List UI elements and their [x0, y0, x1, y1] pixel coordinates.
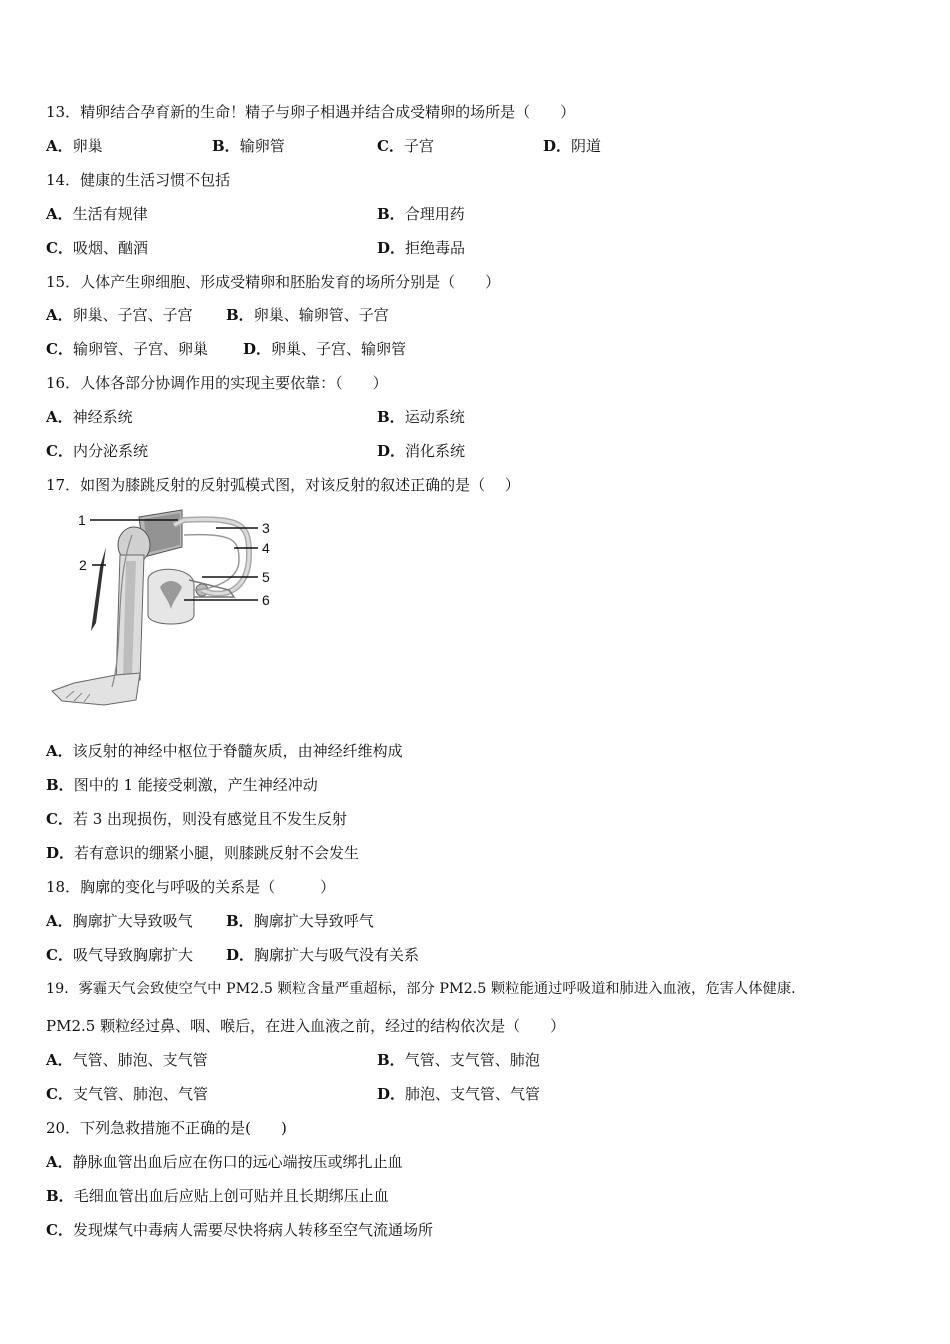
option-letter: D．: [243, 340, 272, 358]
option-text: 输卵管、子宫、卵巢: [72, 340, 208, 358]
option-text: 若有意识的绷紧小腿，则膝跳反射不会发生: [74, 844, 360, 862]
q15-option-b[interactable]: [226, 305, 389, 325]
option-letter: D．: [226, 946, 255, 964]
q20-option-c[interactable]: [46, 1220, 433, 1240]
option-letter: A．: [46, 742, 73, 760]
option-letter: A．: [46, 306, 73, 324]
q15-option-c[interactable]: [46, 339, 208, 359]
question-16-stem: 16．人体各部分协调作用的实现主要依靠：（ ）: [46, 374, 388, 392]
option-text: 吸烟、酗酒: [72, 239, 148, 257]
q14-option-b[interactable]: [377, 204, 465, 224]
figure-label-1: 1: [78, 512, 86, 528]
option-text: 内分泌系统: [72, 442, 148, 460]
option-letter: B．: [226, 306, 254, 324]
option-text: 消化系统: [405, 442, 466, 460]
question-19-stem: 19．雾霾天气会致使空气中 PM2.5 颗粒含量严重超标，部分 PM2.5 颗粒能通过呼吸道和肺进入血液，危害人体健康．: [46, 981, 806, 997]
option-text: 卵巢、输卵管、子宫: [253, 306, 389, 324]
option-text: 阴道: [571, 137, 602, 155]
option-text: 该反射的神经中枢位于脊髓灰质，由神经纤维构成: [72, 742, 403, 760]
option-letter: D．: [377, 442, 406, 460]
q13-option-c[interactable]: [377, 136, 434, 156]
option-letter: B．: [46, 776, 74, 794]
option-text: 发现煤气中毒病人需要尽快将病人转移至空气流通场所: [72, 1221, 433, 1239]
option-letter: A．: [46, 912, 73, 930]
option-text: 输卵管: [239, 137, 285, 155]
option-text: 图中的 1 能接受刺激，产生神经冲动: [73, 776, 318, 794]
option-text: 卵巢、子宫、子宫: [72, 306, 193, 324]
q17-option-d[interactable]: [46, 843, 359, 863]
knee-jerk-reflex-diagram: [44, 505, 284, 715]
option-letter: A．: [46, 137, 73, 155]
q17-option-c[interactable]: [46, 809, 347, 829]
option-text: 毛细血管出血后应贴上创可贴并且长期绑压止血: [73, 1187, 389, 1205]
q13-option-a[interactable]: [46, 136, 103, 156]
option-text: 肺泡、支气管、气管: [405, 1085, 541, 1103]
q18-option-c[interactable]: [46, 945, 193, 965]
option-letter: D．: [46, 844, 75, 862]
option-letter: C．: [46, 810, 73, 828]
option-letter: A．: [46, 205, 73, 223]
question-20-stem: 20．下列急救措施不正确的是( ): [46, 1119, 287, 1137]
option-letter: C．: [46, 340, 73, 358]
q16-option-c[interactable]: [46, 441, 148, 461]
q19-option-b[interactable]: [377, 1050, 540, 1070]
q14-option-d[interactable]: [377, 238, 465, 258]
question-15-stem: 15．人体产生卵细胞、形成受精卵和胚胎发育的场所分别是（ ）: [46, 273, 501, 291]
option-letter: B．: [226, 912, 254, 930]
option-text: 运动系统: [404, 408, 465, 426]
option-text: 拒绝毒品: [405, 239, 466, 257]
question-19-stem-continued: PM2.5 颗粒经过鼻、咽、喉后，在进入血液之前，经过的结构依次是（ ）: [46, 1017, 566, 1035]
option-letter: C．: [46, 442, 73, 460]
q18-option-a[interactable]: [46, 911, 193, 931]
option-text: 胸廓扩大与吸气没有关系: [254, 946, 420, 964]
option-text: 气管、支气管、肺泡: [404, 1051, 540, 1069]
q19-option-d[interactable]: [377, 1084, 540, 1104]
reflex-hammer: [91, 547, 106, 631]
option-letter: B．: [377, 408, 405, 426]
option-text: 合理用药: [404, 205, 465, 223]
option-letter: B．: [377, 205, 405, 223]
q18-option-d[interactable]: [226, 945, 419, 965]
q17-option-b[interactable]: [46, 775, 318, 795]
option-letter: C．: [46, 1085, 73, 1103]
option-text: 静脉血管出血后应在伤口的远心端按压或绑扎止血: [72, 1153, 403, 1171]
q15-option-a[interactable]: [46, 305, 193, 325]
option-letter: A．: [46, 408, 73, 426]
q13-option-b[interactable]: [212, 136, 285, 156]
option-text: 气管、肺泡、支气管: [72, 1051, 208, 1069]
q14-option-c[interactable]: [46, 238, 148, 258]
q14-option-a[interactable]: [46, 204, 148, 224]
q20-option-a[interactable]: [46, 1152, 403, 1172]
q19-option-a[interactable]: [46, 1050, 208, 1070]
option-letter: A．: [46, 1153, 73, 1171]
question-18-stem: 18．胸廓的变化与呼吸的关系是（ ）: [46, 878, 336, 896]
option-text: 神经系统: [72, 408, 133, 426]
figure-label-5: 5: [262, 569, 270, 585]
option-letter: B．: [377, 1051, 405, 1069]
figure-label-2: 2: [79, 557, 87, 573]
option-text: 若 3 出现损伤，则没有感觉且不发生反射: [72, 810, 348, 828]
q13-option-d[interactable]: [543, 136, 601, 156]
option-text: 支气管、肺泡、气管: [72, 1085, 208, 1103]
q17-option-a[interactable]: [46, 741, 403, 761]
option-letter: B．: [46, 1187, 74, 1205]
figure-label-3: 3: [262, 520, 270, 536]
q18-option-b[interactable]: [226, 911, 374, 931]
q16-option-a[interactable]: [46, 407, 133, 427]
option-text: 生活有规律: [72, 205, 148, 223]
q16-option-d[interactable]: [377, 441, 465, 461]
option-letter: B．: [212, 137, 240, 155]
question-17-stem: 17．如图为膝跳反射的反射弧模式图，对该反射的叙述正确的是（ ）: [46, 476, 520, 494]
option-text: 卵巢: [72, 137, 103, 155]
option-letter: D．: [377, 239, 406, 257]
figure-label-4: 4: [262, 540, 270, 556]
option-letter: C．: [46, 1221, 73, 1239]
option-text: 胸廓扩大导致吸气: [72, 912, 193, 930]
question-13-stem: 13．精卵结合孕育新的生命！精子与卵子相遇并结合成受精卵的场所是（ ）: [46, 103, 576, 121]
q19-option-c[interactable]: [46, 1084, 208, 1104]
figure-label-6: 6: [262, 592, 270, 608]
option-text: 吸气导致胸廓扩大: [72, 946, 193, 964]
option-text: 胸廓扩大导致呼气: [253, 912, 374, 930]
option-letter: C．: [46, 239, 73, 257]
option-letter: C．: [377, 137, 404, 155]
q15-option-d[interactable]: [243, 339, 406, 359]
question-14-stem: 14．健康的生活习惯不包括: [46, 171, 231, 189]
option-letter: C．: [46, 946, 73, 964]
q20-option-b[interactable]: [46, 1186, 389, 1206]
option-letter: D．: [543, 137, 572, 155]
option-text: 子宫: [403, 137, 434, 155]
option-text: 卵巢、子宫、输卵管: [271, 340, 407, 358]
q16-option-b[interactable]: [377, 407, 465, 427]
option-letter: D．: [377, 1085, 406, 1103]
option-letter: A．: [46, 1051, 73, 1069]
